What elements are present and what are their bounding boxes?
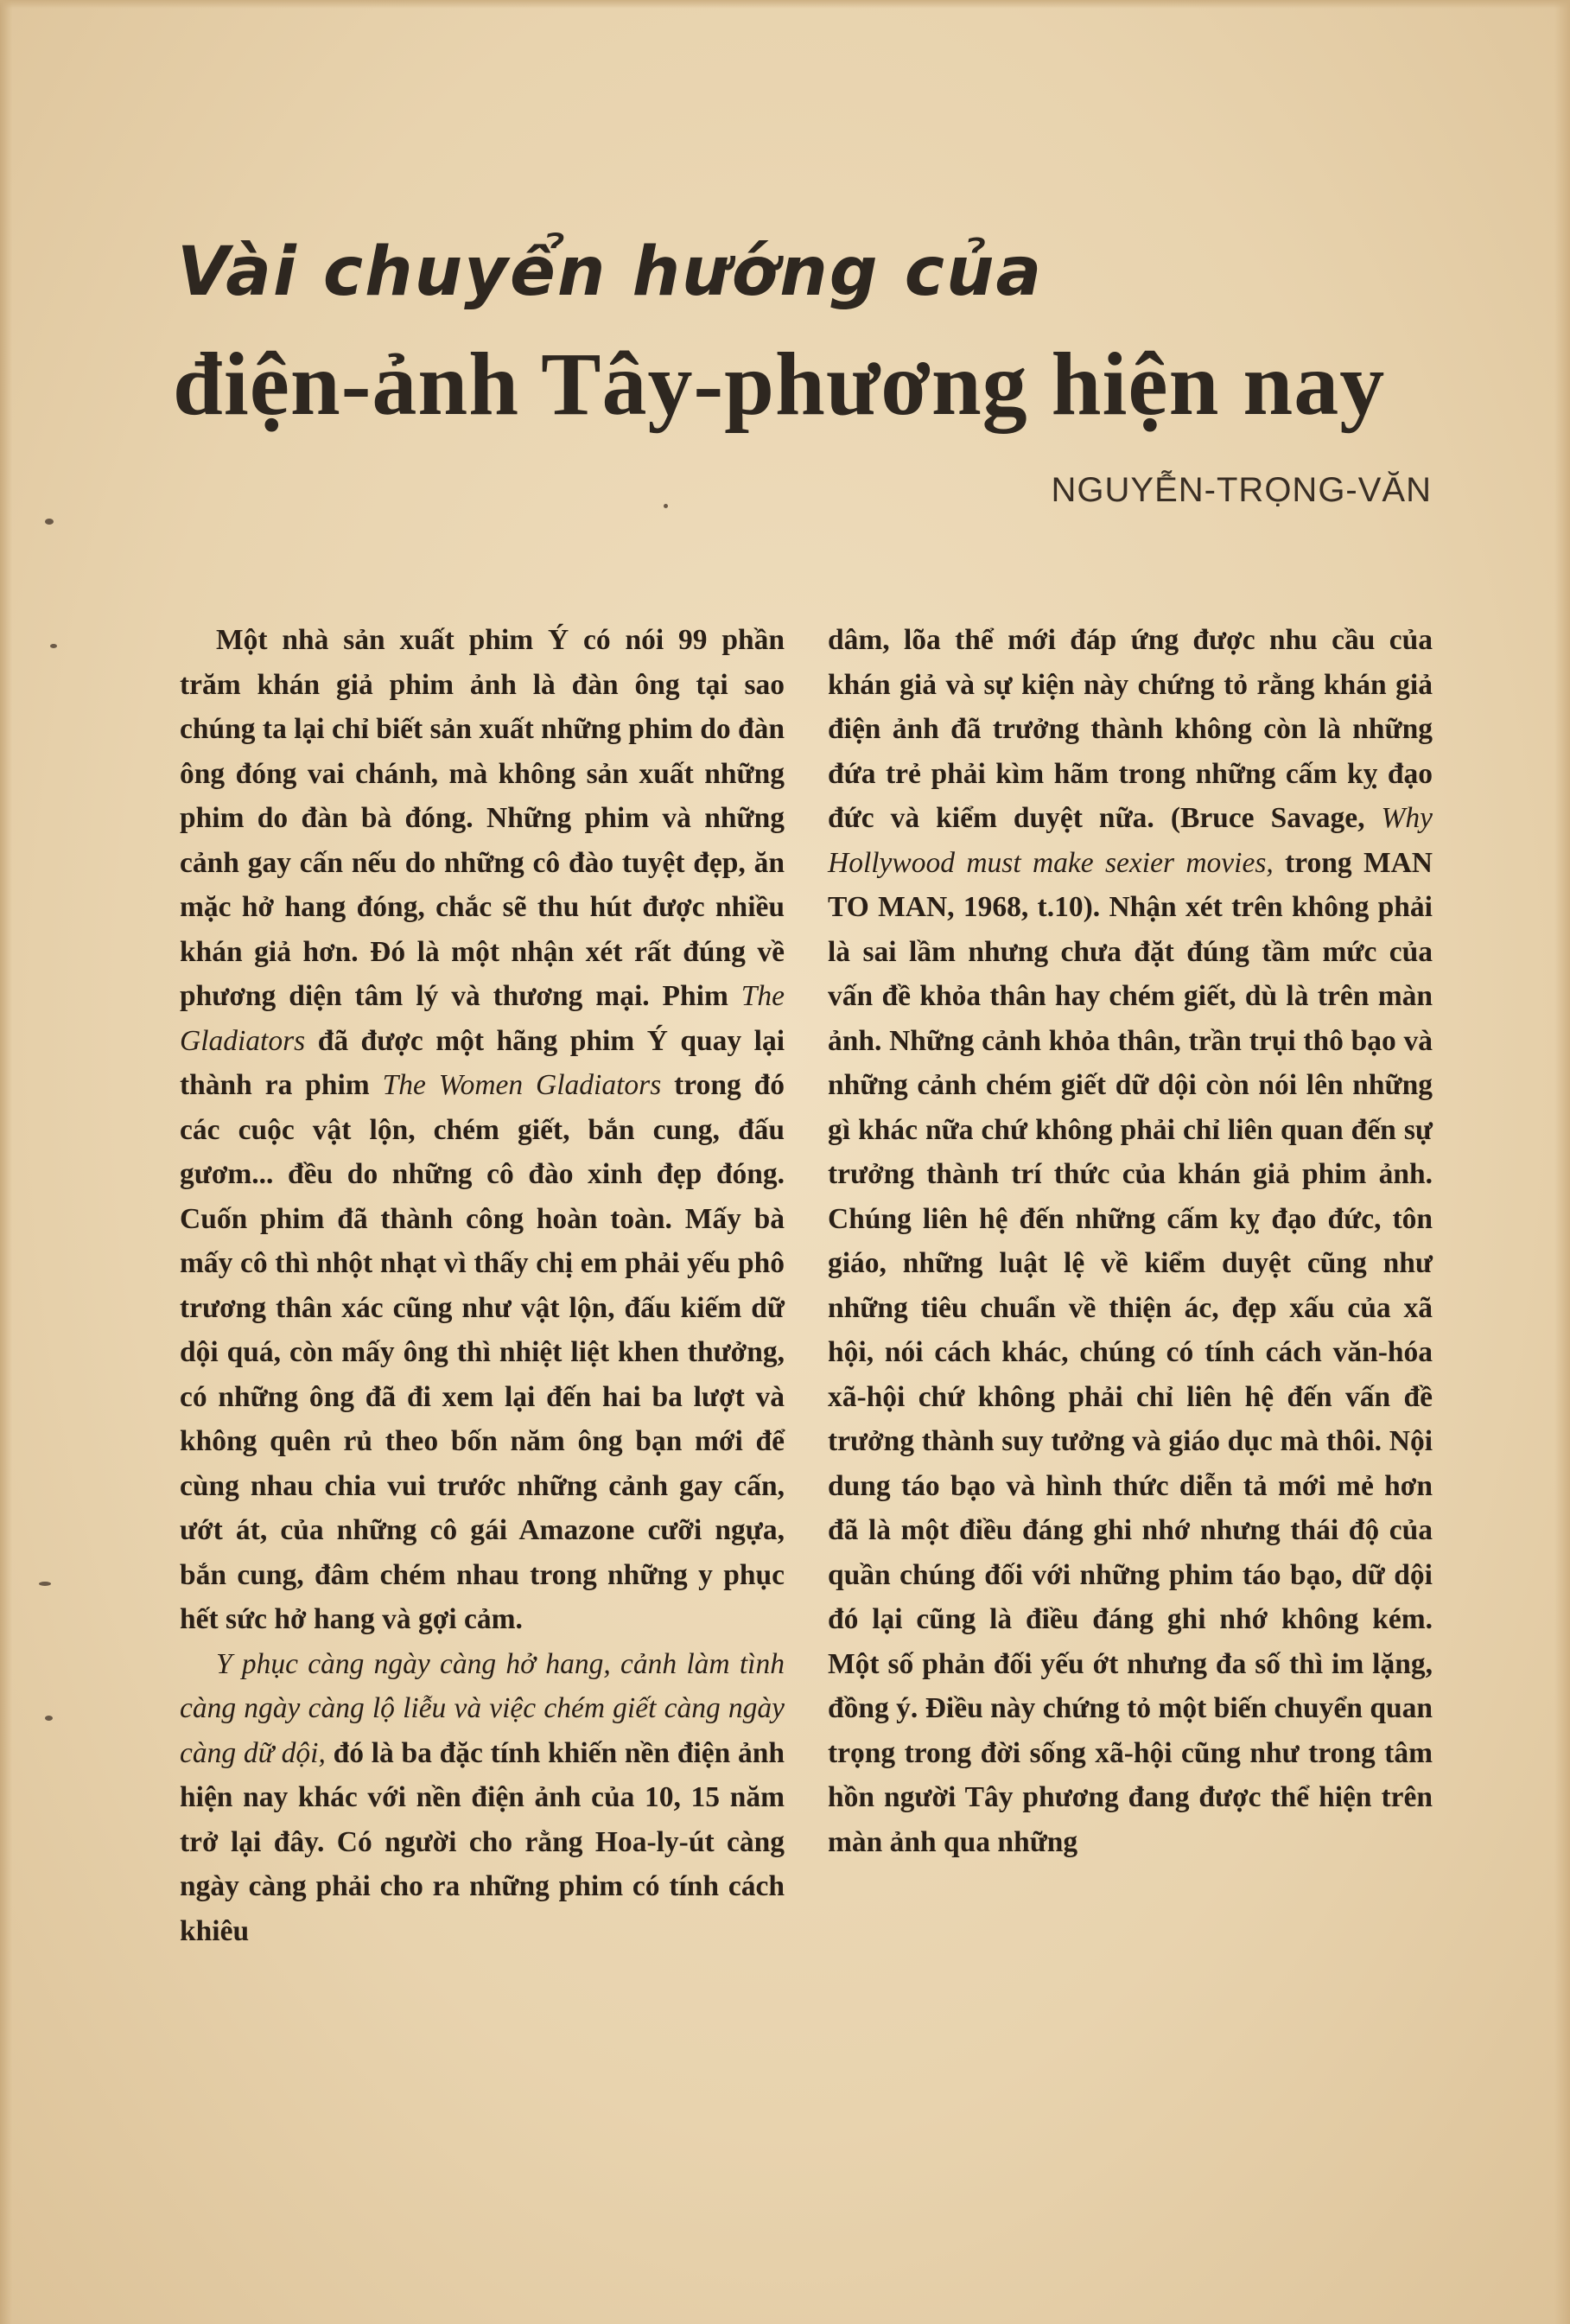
paper-speck — [664, 504, 668, 508]
paragraph-1-text-b: đã được một hãng phim Ý quay lại thành ra phim — [180, 1024, 785, 1101]
paragraph-1-text-c: trong đó các cuộc vật lộn, chém giết, bắn cung, đấu gươm... đều do những cô đào xinh đẹp đóng. Cuốn phim đã thành công hoàn toàn. Mấy bà mấy cô thì nhột nhạt vì thấy chị em phải yếu phô trương thân xác cũng như vật lộn, đấu kiếm dữ dội quá, còn mấy ông thì nhiệt liệt khen thưởng, có những ông đã đi xem lại đến hai ba lượt và không quên rủ theo bốn năm ông bạn mới để cùng nhau chia vui trước những cảnh gay cấn, ướt át, của những cô gái Amazone cưỡi ngựa, bắn cung, đâm chém nhau trong những y phục hết sức hở hang và gợi cảm. — [180, 1069, 785, 1635]
text-column-right — [828, 618, 1433, 1864]
paragraph-3-text-b: trong MAN TO MAN, 1968, t.10). Nhận xét trên không phải là sai lầm nhưng chưa đặt đúng tầm mức của vấn đề khỏa thân hay chém giết, dù là trên màn ảnh. Những cảnh khỏa thân, trần trụi thô bạo và những cảnh chém giết dữ dội còn nói lên những gì khác nữa chứ không phải chỉ liên quan đến sự trưởng thành trí thức của khán giả phim ảnh. Chúng liên hệ đến những cấm kỵ đạo đức, tôn giáo, những luật lệ về kiểm duyệt cũng như những tiêu chuẩn về thiện ác, đẹp xấu của xã hội, nói cách khác, chúng có tính cách văn-hóa xã-hội chứ không phải chỉ liên hệ đến vấn đề trưởng thành suy tưởng và giáo dục mà thôi. Nội dung táo bạo và hình thức diễn tả mới mẻ hơn đã là một điều đáng ghi nhớ nhưng thái độ của quần chúng đối với những phim táo bạo, dữ dội đó lại cũng là điều đáng ghi nhớ không kém. Một số phản đối yếu ớt nhưng đa số thì im lặng, đồng ý. Điều này chứng tỏ một biến chuyển quan trọng trong đời sống xã-hội cũng như trong tâm hồn người Tây phương đang được thể hiện trên màn ảnh qua những — [828, 846, 1433, 1858]
paragraph-2 — [180, 1642, 785, 1954]
page-edge-right — [1554, 0, 1570, 2324]
paragraph-3-text-a: dâm, lõa thể mới đáp ứng được nhu cầu của khán giả và sự kiện này chứng tỏ rằng khán giả điện ảnh đã trưởng thành không còn là những đứa trẻ phải kìm hãm trong những cấm kỵ đạo đức và kiểm duyệt nữa. (Bruce Savage, — [828, 624, 1433, 834]
film-title-gladiators: The Gladiators — [180, 980, 785, 1057]
page-edge-left — [0, 0, 12, 2324]
paper-speck — [50, 644, 57, 648]
paragraph-3 — [828, 618, 1433, 1864]
article-title-line2: điện-ảnh Tây-phương hiện nay — [173, 334, 1386, 434]
paragraph-2-italic-lead: Y phục càng ngày càng hở hang, cảnh làm tình càng ngày càng lộ liễu và việc chém giết càng ngày càng dữ dội, — [180, 1647, 785, 1769]
page-edge-top — [0, 0, 1570, 9]
paragraph-2-text: đó là ba đặc tính khiến nền điện ảnh hiện nay khác với nền điện ảnh của 10, 15 năm trở lại đây. Có người cho rằng Hoa-ly-út càng ngày càng phải cho ra những phim có tính cách khiêu — [180, 1736, 785, 1947]
text-column-left — [180, 618, 785, 1953]
film-title-women-gladiators: The Women Gladiators — [382, 1069, 662, 1101]
paper-speck — [39, 1582, 51, 1586]
paragraph-1-text-a: Một nhà sản xuất phim Ý có nói 99 phần trăm khán giả phim ảnh là đàn ông tại sao chúng ta lại chỉ biết sản xuất những phim do đàn ông đóng vai chánh, mà không sản xuất những phim do đàn bà đóng. Những phim và những cảnh gay cấn nếu do những cô đào tuyệt đẹp, ăn mặc hở hang đóng, chắc sẽ thu hút được nhiều khán giả hơn. Đó là một nhận xét rất đúng về phương diện tâm lý và thương mại. Phim — [180, 624, 785, 1012]
article-author: NGUYỄN-TRỌNG-VĂN — [1051, 471, 1432, 509]
paper-speck — [45, 1716, 53, 1721]
paragraph-1 — [180, 618, 785, 1642]
paper-speck — [45, 519, 54, 525]
article-title-line1: Vài chuyển hướng của — [177, 233, 1044, 311]
source-title: Why Hollywood must make sexier movies, — [828, 802, 1433, 879]
